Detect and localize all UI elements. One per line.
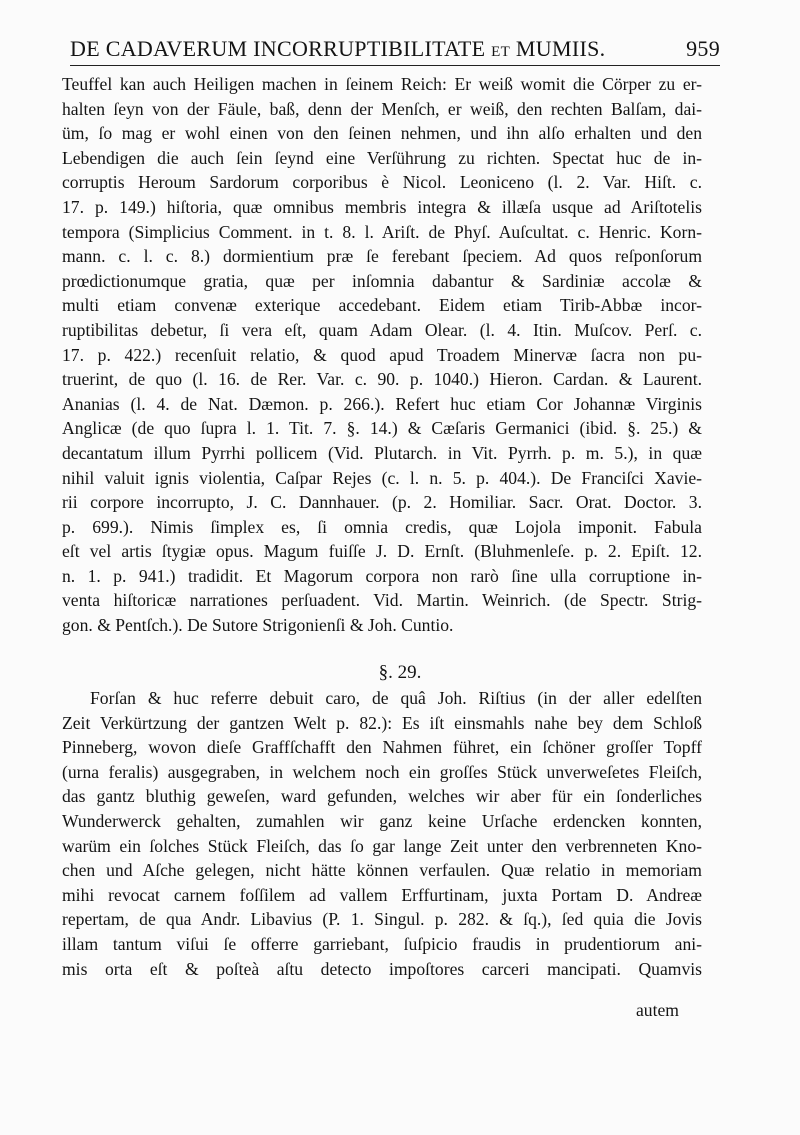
text-line: Zeit Verkürtzung der gantzen Welt p. 82.): Es iſt einsmahls nahe bey dem Schloß — [62, 712, 702, 733]
text-line: Anglicæ (de quo ſupra l. 1. Tit. 7. §. 14.) & Cæſaris Germanici (ibid. §. 25.) & — [62, 418, 702, 439]
text-line: tempora (Simplicius Comment. in t. 8. l. Ariſt. de Phyſ. Auſcultat. c. Henric. Korn- — [62, 221, 702, 242]
running-header — [70, 28, 720, 66]
running-title — [70, 36, 605, 62]
running-title-main: DE CADAVERUM INCORRUPTIBILITATE — [70, 36, 486, 61]
text-line: halten ſeyn von der Fäule, baß, denn der Menſch, er weiß, den rechten Balſam, dai- — [62, 98, 702, 119]
text-line: 17. p. 149.) hiſtoria, quæ omnibus membris integra & illæſa usque ad Ariſtotelis — [62, 196, 702, 217]
text-line: Lebendigen die auch ſein ſeynd eine Verſührung zu richten. Spectat huc de in- — [62, 147, 702, 168]
text-line: nihil valuit ignis violentia, Caſpar Rejes (c. l. n. 5. p. 404.). De Franciſci Xavie- — [62, 467, 702, 488]
text-line: prœdictionumque gratia, quæ per inſomnia dabantur & Sardiniæ accolæ & — [62, 270, 702, 291]
text-line: Ananias (l. 4. de Nat. Dæmon. p. 266.). Refert huc etiam Cor Johannæ Virginis — [62, 393, 702, 414]
text-line: Teuffel kan auch Heiligen machen in ſeinem Reich: Er weiß womit die Cörper zu er- — [62, 74, 702, 94]
text-line: mis orta eſt & poſteà aſtu detecto impoſtores carceri mancipati. Quamvis — [62, 958, 702, 979]
text-line: Pinneberg, wovon dieſe Graffſchafft den Nahmen führet, ein ſchöner groſſer Topff — [62, 737, 702, 758]
text-line: p. 699.). Nimis ſimplex es, ſi omnia credis, quæ Lojola imponit. Fabula — [62, 516, 702, 537]
text-line: n. 1. p. 941.) tradidit. Et Magorum corpora non rarò ſine ulla corruptione in- — [62, 565, 702, 586]
text-line: gon. & Pentſch.). De Sutore Strigonienſi & Joh. Cuntio. — [62, 615, 454, 636]
text-line: decantatum illum Pyrrhi pollicem (Vid. Plutarch. in Vit. Pyrrh. p. m. 5.), in quæ — [62, 442, 702, 463]
section-number: §. 29. — [378, 662, 422, 683]
text-line: 17. p. 422.) recenſuit relatio, & quod apud Troadem Minervæ ſacra non pu- — [62, 344, 702, 365]
page-number: 959 — [686, 36, 720, 61]
text-line: mann. c. l. c. 8.) dormientium præ ſe ferebant ſpeciem. Ad quos reſponſorum — [62, 246, 702, 267]
text-line: illam tantum viſui ſe offerre garriebant, ſuſpicio fraudis in prudentiorum ani- — [62, 933, 702, 954]
text-line: das gantz bluthig geweſen, ward gefunden, welches wir aber für ein ſonderliches — [62, 786, 702, 807]
text-line: rii corpore incorrupto, J. C. Dannhauer. (p. 2. Homiliar. Sacr. Orat. Doctor. 3. — [62, 492, 702, 513]
text-line: multi etiam convenæ exterique accedebant. Eidem etiam Tirib-Abbæ incor- — [62, 295, 702, 316]
text-line: repertam, de qua Andr. Libavius (P. 1. Singul. p. 282. & ſq.), ſed quia die Jovis — [62, 909, 702, 930]
text-line: chen und Aſche gelegen, nicht hätte können verfaulen. Quæ relatio in memoriam — [62, 860, 702, 881]
text-line: ruptibilitas debetur, ſi vera eſt, quam Adam Olear. (l. 4. Itin. Muſcov. Perſ. c. — [62, 319, 702, 340]
text-line: (urna feralis) ausgegraben, in welchem noch ein groſſes Stück unverweſetes Fleiſch, — [62, 761, 702, 782]
text-line: truerint, de quo (l. 16. de Rer. Var. c. 90. p. 1040.) Hieron. Cardan. & Laurent. — [62, 369, 702, 390]
text-line: warüm ein ſolches Stück Fleiſch, das ſo gar lange Zeit unter den verbrenneten Kno- — [62, 835, 702, 856]
text-line: eſt vel artis ſtygiæ opus. Magum fuiſſe J. D. Ernſt. (Bluhmenleſe. p. 2. Epiſt. 12. — [62, 541, 702, 562]
text-line: üm, ſo mag er wohl einen von den ſeinen nehmen, und ihn alſo erhalten und den — [62, 123, 702, 144]
paragraph-section-29 — [62, 686, 702, 981]
text-line: corruptis Heroum Sardorum corporibus è Nicol. Leoniceno (l. 2. Var. Hiſt. c. — [62, 172, 702, 193]
running-title-end: MUMIIS. — [515, 36, 606, 61]
paragraph-continued — [62, 72, 702, 638]
text-line: venta hiſtoricæ narrationes perſuadent. Vid. Martin. Weinrich. (de Spectr. Strig- — [62, 590, 702, 611]
text-line: mihi revocat carnem foſſilem ad vallem Erffurtinam, juxta Portam D. Andreæ — [62, 884, 702, 905]
text-line: Forſan & huc referre debuit caro, de quâ Joh. Riſtius (in der aller edelſten — [90, 688, 702, 708]
running-title-et: ET — [491, 44, 511, 60]
catchword: autem — [636, 1000, 679, 1020]
text-line: Wunderwerck gehalten, zumahlen wir ganz keine Urſache erdencken konnten, — [62, 810, 702, 831]
